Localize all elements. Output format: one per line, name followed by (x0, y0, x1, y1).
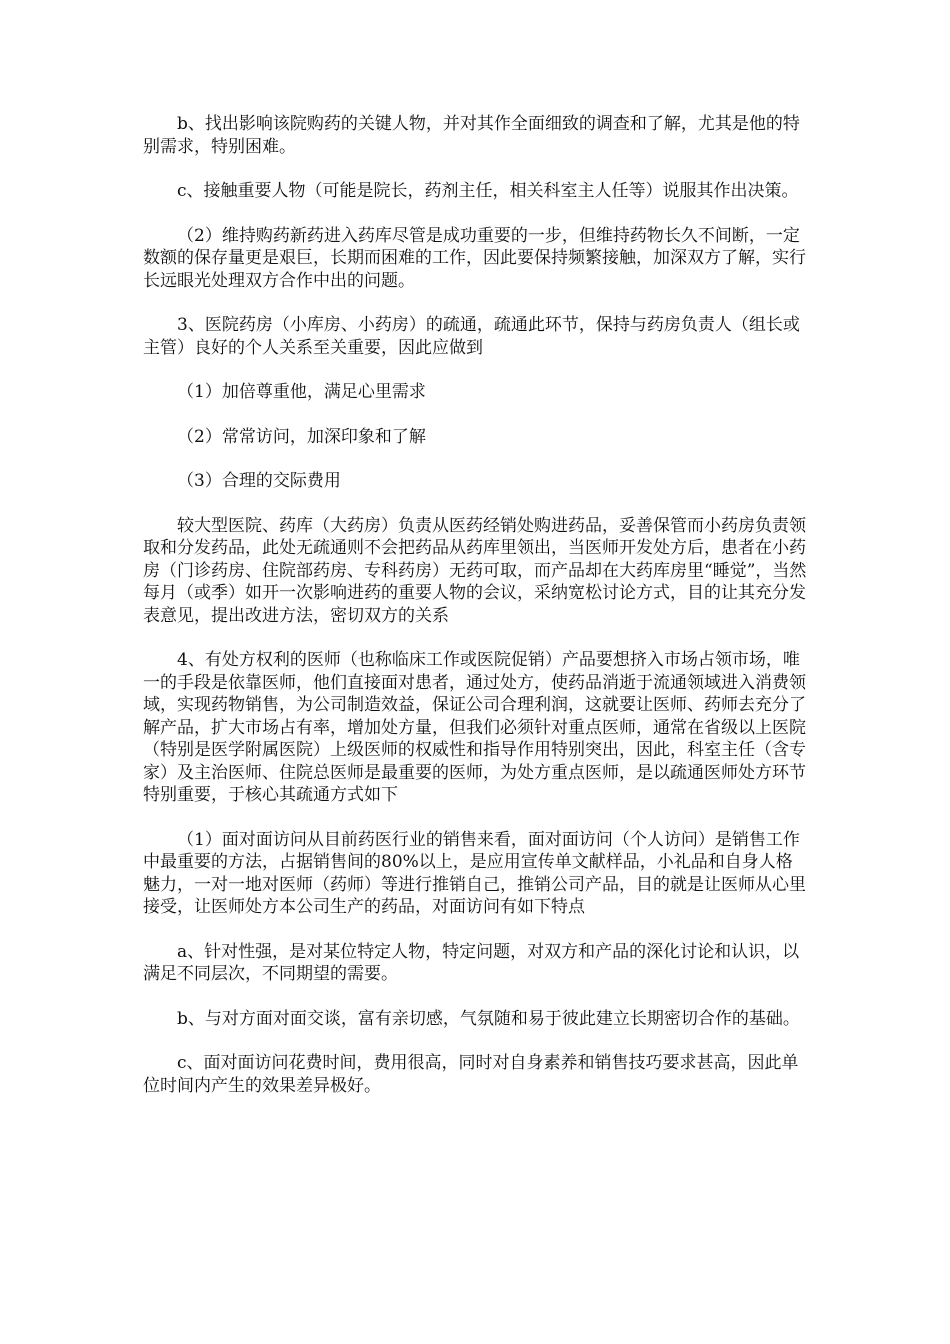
paragraph: b、与对方面对面交谈，富有亲切感，气氛随和易于彼此建立长期密切合作的基础。 (177, 1008, 800, 1029)
paragraph: （3）合理的交际费用 (177, 471, 341, 491)
paragraph: 较大型医院、药库（大药房）负责从医药经销处购进药品，妥善保管而小药房负责领取和分发药品，此处无疏通则不会把药品从药库里领出，当医师开发处方后，患者在小药房（门诊药房、住院部药房、专科药房）无药可取，而产品却在大药库房里“睡觉”，当然每月（或季）如开一次影响进药的重要人物的会议，采纳宽松讨论方式，目的让其充分发表意见，提出改进方法，密切双方的关系 (143, 515, 807, 626)
paragraph: （2）常常访问，加深印象和了解 (177, 426, 426, 447)
paragraph: 3、医院药房（小库房、小药房）的疏通，疏通此环节，保持与药房负责人（组长或主管）良好的个人关系至关重要，因此应做到 (143, 315, 800, 358)
paragraph: （1）面对面访问从目前药医行业的销售来看，面对面访问（个人访问）是销售工作中最重要的方法，占据销售间的80%以上，是应用宣传单文献样品，小礼品和自身人格魅力，一对一地对医师（药师）等进行推销自己，推销公司产品，目的就是让医师从心里接受，让医师处方本公司生产的药品，对面访问有如下特点 (143, 829, 806, 917)
document-body (143, 113, 808, 1119)
paragraph: b、找出影响该院购药的关键人物，并对其作全面细致的调查和了解，尤其是他的特别需求，特别困难。 (143, 114, 800, 157)
paragraph: c、面对面访问花费时间，费用很高，同时对自身素养和销售技巧要求甚高，因此单位时间内产生的效果差异极好。 (143, 1053, 799, 1096)
paragraph: （2）维持购药新药进入药库尽管是成功重要的一步，但维持药物长久不间断，一定数额的保存量更是艰巨，长期而困难的工作，因此要保持频繁接触，加深双方了解，实行长远眼光处理双方合作中出的问题。 (143, 225, 806, 291)
paragraph: 4、有处方权利的医师（也称临床工作或医院促销）产品要想挤入市场占领市场，唯一的手段是依靠医师，他们直接面对患者，通过处方，使药品消逝于流通领域进入消费领域，实现药物销售，为公司制造效益，保证公司合理利润，这就要让医师、药师去充分了解产品，扩大市场占有率，增加处方量，但我们必须针对重点医师，通常在省级以上医院（特别是医学附属医院）上级医师的权威性和指导作用特别突出，因此，科室主任（含专家）及主治医师、住院总医师是最重要的医师，为处方重点医师，是以疏通医师处方环节特别重要，于核心其疏通方式如下 (143, 650, 806, 805)
paragraph: c、接触重要人物（可能是院长，药剂主任，相关科室主人任等）说服其作出决策。 (177, 181, 799, 201)
paragraph: a、针对性强，是对某位特定人物，特定问题，对双方和产品的深化讨论和认识，以满足不同层次，不同期望的需要。 (143, 941, 800, 984)
paragraph: （1）加倍尊重他，满足心里需求 (177, 382, 426, 402)
